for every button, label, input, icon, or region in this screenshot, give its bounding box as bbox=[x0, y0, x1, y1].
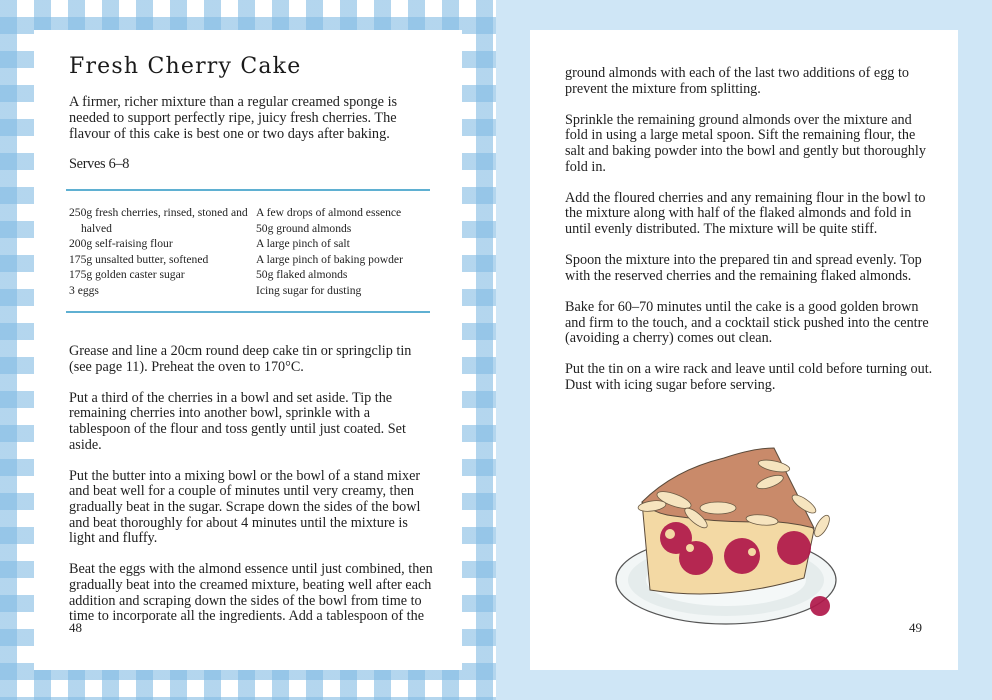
ingredients-top-rule bbox=[66, 189, 430, 191]
page-number: 49 bbox=[909, 620, 922, 635]
ingredient-item: 3 eggs bbox=[69, 283, 99, 297]
left-page bbox=[34, 30, 462, 670]
ingredient-item: A few drops of almond essence bbox=[256, 206, 402, 219]
ingredients-column-2 bbox=[256, 205, 436, 298]
method-step: Add the floured cherries and any remaining flour in the bowl to the mixture along with half of the flaked almonds and fold in until evenly distributed. The mixture will be quite stiff. bbox=[565, 189, 926, 237]
recipe-intro: A firmer, richer mixture than a regular creamed sponge is needed to support perfectly ripe, juicy fresh cherries. The flavour of this cake is best one or two days after baking. bbox=[69, 94, 398, 142]
ingredient-item: Icing sugar for dusting bbox=[256, 283, 362, 297]
ingredient-item: 200g self-raising flour bbox=[69, 237, 173, 250]
ingredient-item: 175g unsalted butter, softened bbox=[69, 252, 209, 266]
cherry-cake-illustration bbox=[614, 430, 844, 640]
method-step: Put the tin on a wire rack and leave until cold before turning out. Dust with icing sugar before serving. bbox=[565, 361, 933, 393]
method-steps-left bbox=[69, 344, 434, 640]
recipe-title: Fresh Cherry Cake bbox=[69, 54, 302, 79]
ingredients-bottom-rule bbox=[66, 311, 430, 313]
page-number: 48 bbox=[69, 620, 82, 635]
ingredient-item: A large pinch of salt bbox=[256, 237, 350, 250]
method-step: Put a third of the cherries in a bowl and set aside. Tip the remaining cherries into another bowl, sprinkle with a tablespoon of the flour and toss gently until just coated. Set aside. bbox=[69, 389, 406, 453]
method-steps-right bbox=[565, 66, 935, 409]
method-step: Grease and line a 20cm round deep cake tin or springclip tin (see page 11). Preheat the oven to 170°C. bbox=[69, 343, 412, 375]
right-page bbox=[530, 30, 958, 670]
method-step: Spoon the mixture into the prepared tin and spread evenly. Top with the reserved cherries and the remaining flaked almonds. bbox=[565, 252, 922, 284]
ingredient-item: 50g ground almonds bbox=[256, 221, 352, 235]
serves-label: Serves 6–8 bbox=[69, 156, 130, 172]
method-step: Sprinkle the remaining ground almonds over the mixture and fold in using a large metal spoon. Sift the remaining flour, the salt and baking powder into the bowl and gently but thoroughly fold in. bbox=[565, 111, 926, 175]
ingredient-item: A large pinch of baking powder bbox=[256, 252, 403, 266]
method-step: Put the butter into a mixing bowl or the bowl of a stand mixer and beat well for a couple of minutes until very creamy, then gradually beat in the sugar. Scrape down the sides of the bowl and beat thoroughly for about 4 minutes until the mixture is light and fluffy. bbox=[69, 467, 421, 547]
method-step: ground almonds with each of the last two additions of egg to prevent the mixture from splitting. bbox=[565, 65, 909, 97]
ingredient-item: 50g flaked almonds bbox=[256, 268, 348, 281]
method-step: Bake for 60–70 minutes until the cake is a good golden brown and firm to the touch, and a cocktail stick pushed into the centre (avoiding a cherry) comes out clean. bbox=[565, 298, 929, 347]
cake-slice-icon bbox=[614, 430, 844, 640]
ingredient-item: 250g fresh cherries, rinsed, stoned and halved bbox=[69, 206, 248, 235]
ingredient-item: 175g golden caster sugar bbox=[69, 268, 185, 281]
method-step: Beat the eggs with the almond essence until just combined, then gradually beat into the creamed mixture, beating well after each addition and scraping down the sides of the bowl from time to time to incorporate all the ingredients. Add a tablespoon of the bbox=[69, 561, 433, 625]
ingredients-column-1 bbox=[69, 205, 254, 298]
